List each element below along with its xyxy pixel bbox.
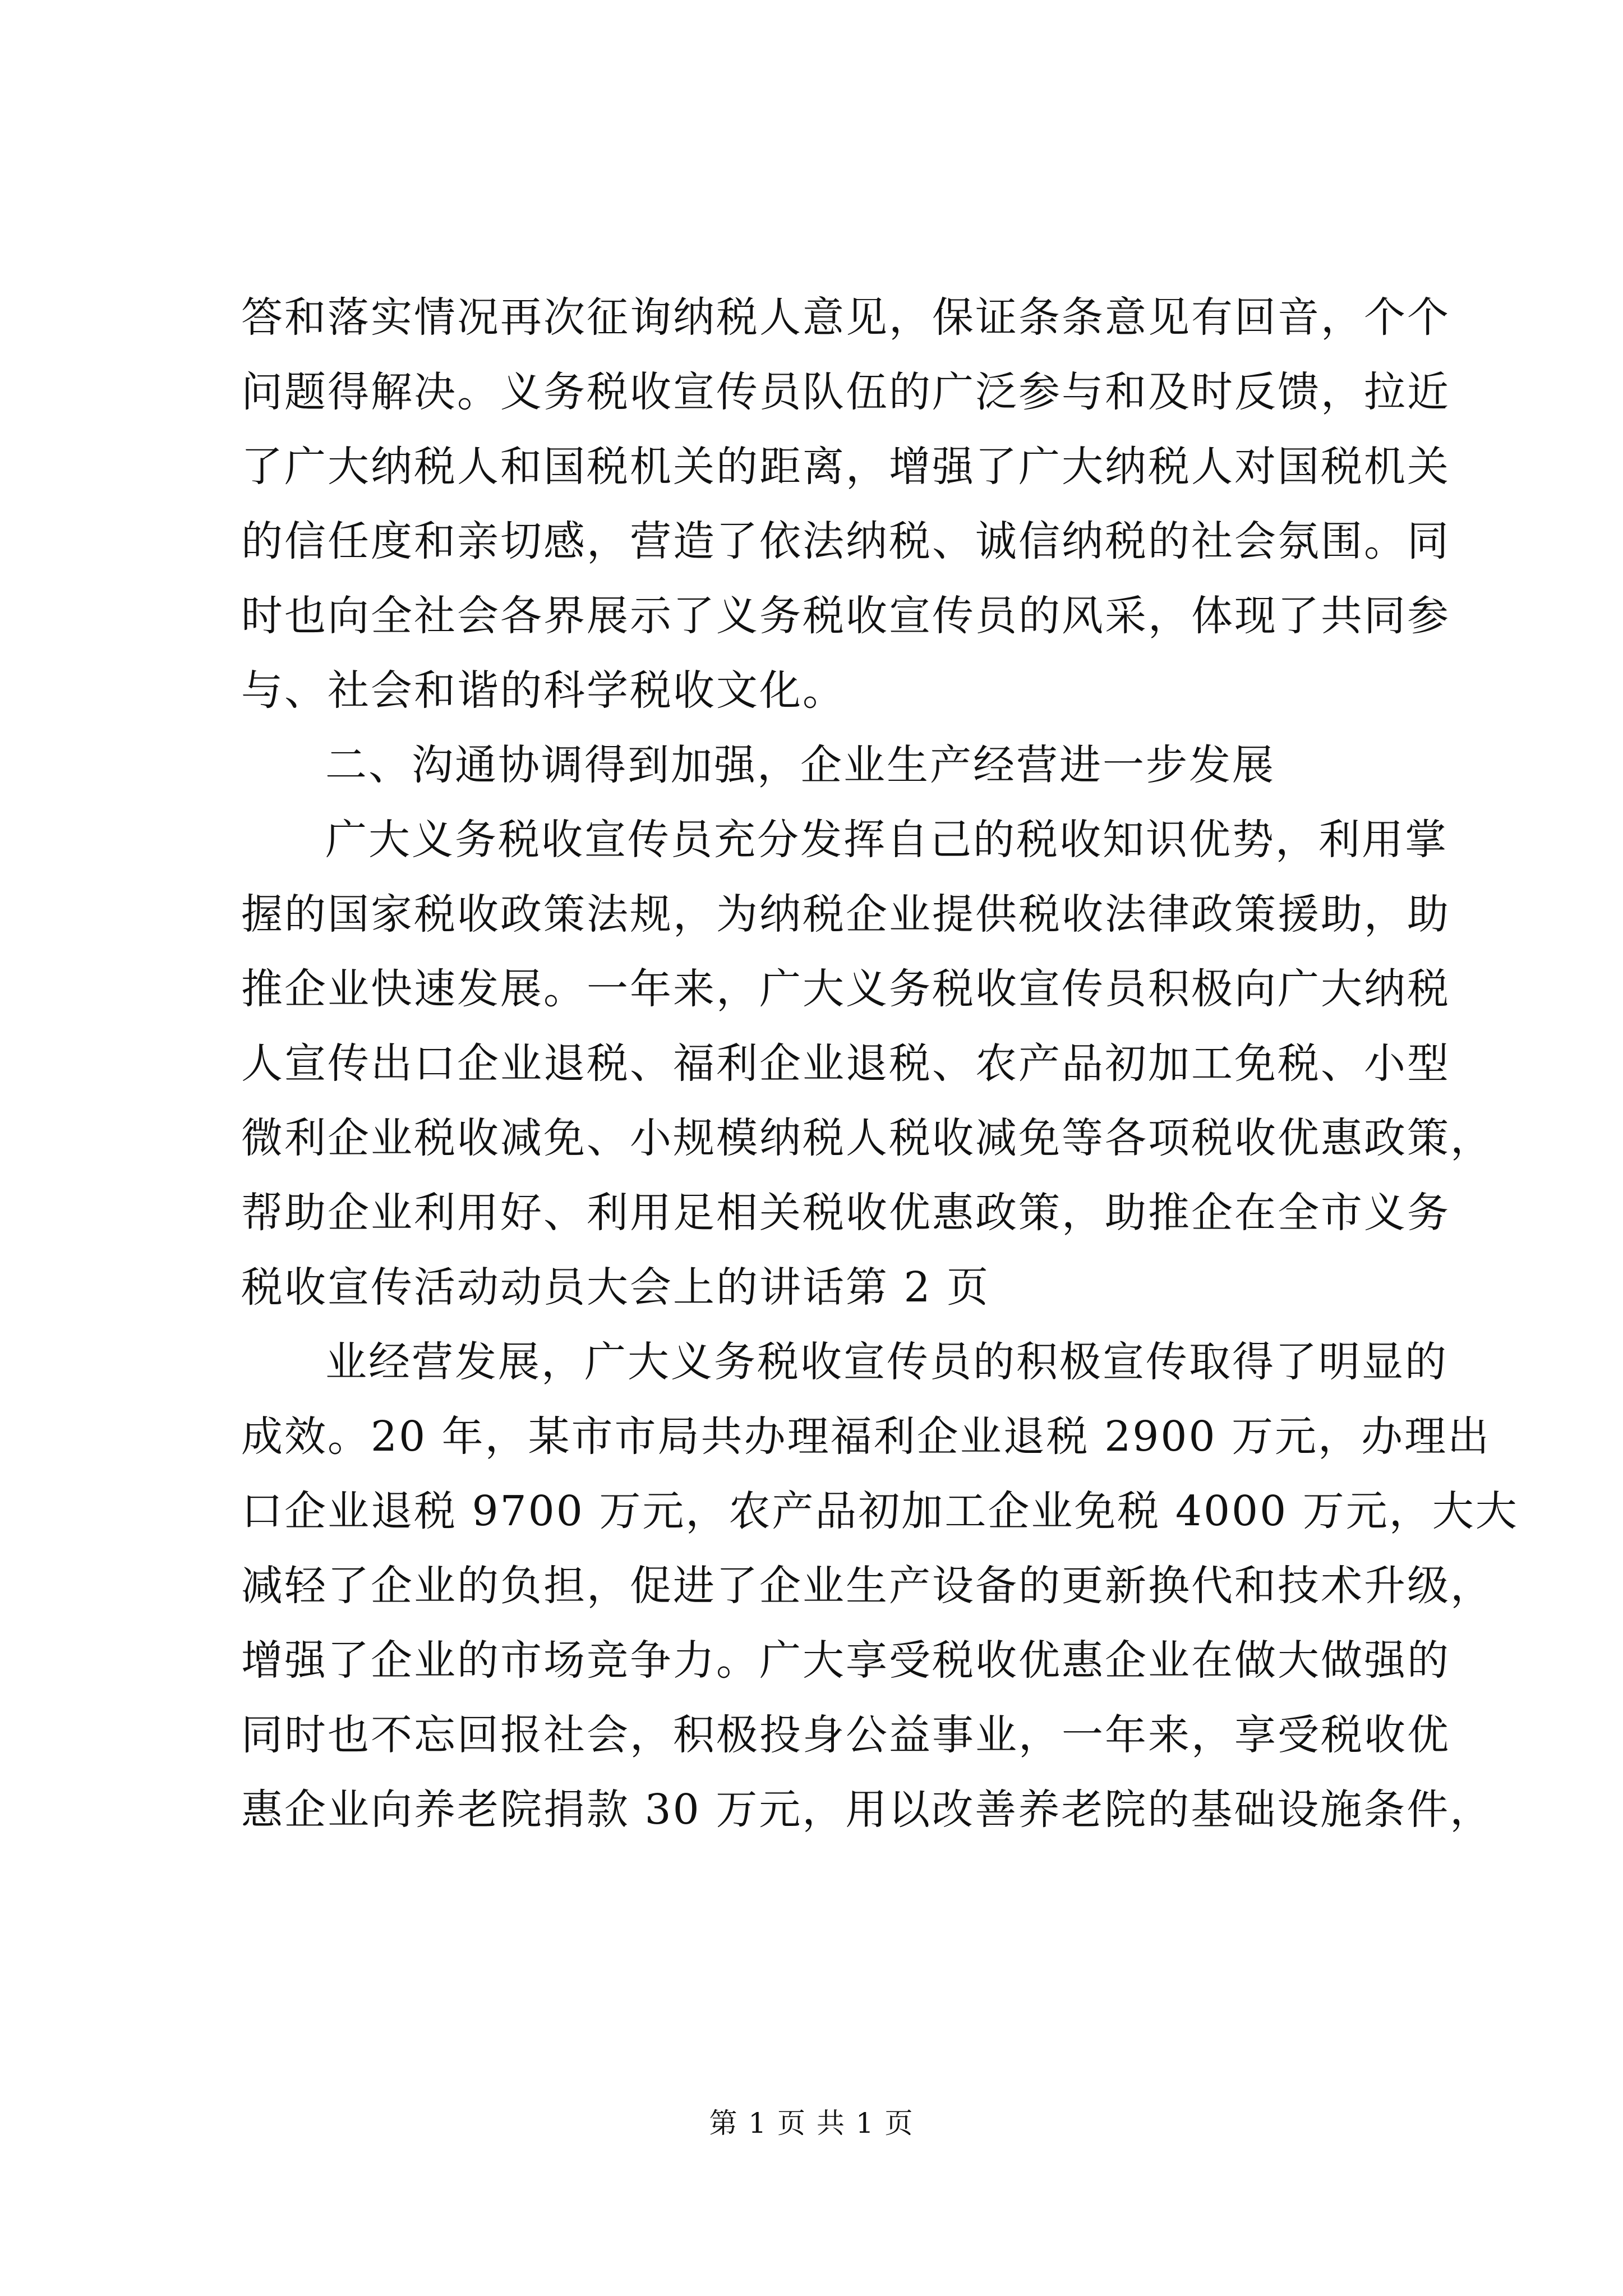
text-line: 推企业快速发展。一年来，广大义务税收宣传员积极向广大纳税 xyxy=(241,965,1450,1013)
text-line: 人宣传出口企业退税、福利企业退税、农产品初加工免税、小型 xyxy=(241,1039,1450,1088)
text-line: 增强了企业的市场竞争力。广大享受税收优惠企业在做大做强的 xyxy=(241,1636,1450,1685)
text-line: 握的国家税收政策法规，为纳税企业提供税收法律政策援助，助 xyxy=(241,890,1450,938)
text-line: 问题得解决。义务税收宣传员队伍的广泛参与和及时反馈，拉近 xyxy=(241,368,1450,416)
text-line: 帮助企业利用好、利用足相关税收优惠政策，助推企在全市义务 xyxy=(241,1189,1450,1237)
page-footer: 第 1 页 共 1 页 xyxy=(709,2107,914,2139)
body-text xyxy=(241,280,1519,1847)
text-line: 时也向全社会各界展示了义务税收宣传员的风采，体现了共同参 xyxy=(241,592,1450,640)
text-line: 惠企业向养老院捐款 30 万元，用以改善养老院的基础设施条件， xyxy=(241,1786,1493,1834)
text-line: 答和落实情况再次征询纳税人意见，保证条条意见有回音，个个 xyxy=(241,293,1450,342)
section-heading: 二、沟通协调得到加强，企业生产经营进一步发展 xyxy=(325,741,1275,789)
text-line: 同时也不忘回报社会，积极投身公益事业，一年来，享受税收优 xyxy=(241,1711,1450,1759)
text-line: 成效。20 年，某市市局共办理福利企业退税 2900 万元，办理出 xyxy=(241,1412,1491,1461)
text-line: 了广大纳税人和国税机关的距离，增强了广大纳税人对国税机关 xyxy=(241,443,1450,491)
text-line: 税收宣传活动动员大会上的讲话第 2 页 xyxy=(241,1263,990,1312)
text-line: 与、社会和谐的科学税收文化。 xyxy=(241,666,846,715)
text-line: 广大义务税收宣传员充分发挥自己的税收知识优势，利用掌 xyxy=(325,816,1448,864)
text-line: 口企业退税 9700 万元，农产品初加工企业免税 4000 万元，大大 xyxy=(241,1487,1519,1535)
text-line: 减轻了企业的负担，促进了企业生产设备的更新换代和技术升级， xyxy=(241,1562,1493,1610)
text-line: 业经营发展，广大义务税收宣传员的积极宣传取得了明显的 xyxy=(325,1338,1448,1386)
text-line: 微利企业税收减免、小规模纳税人税收减免等各项税收优惠政策， xyxy=(241,1114,1493,1162)
text-line: 的信任度和亲切感，营造了依法纳税、诚信纳税的社会氛围。同 xyxy=(241,517,1450,565)
